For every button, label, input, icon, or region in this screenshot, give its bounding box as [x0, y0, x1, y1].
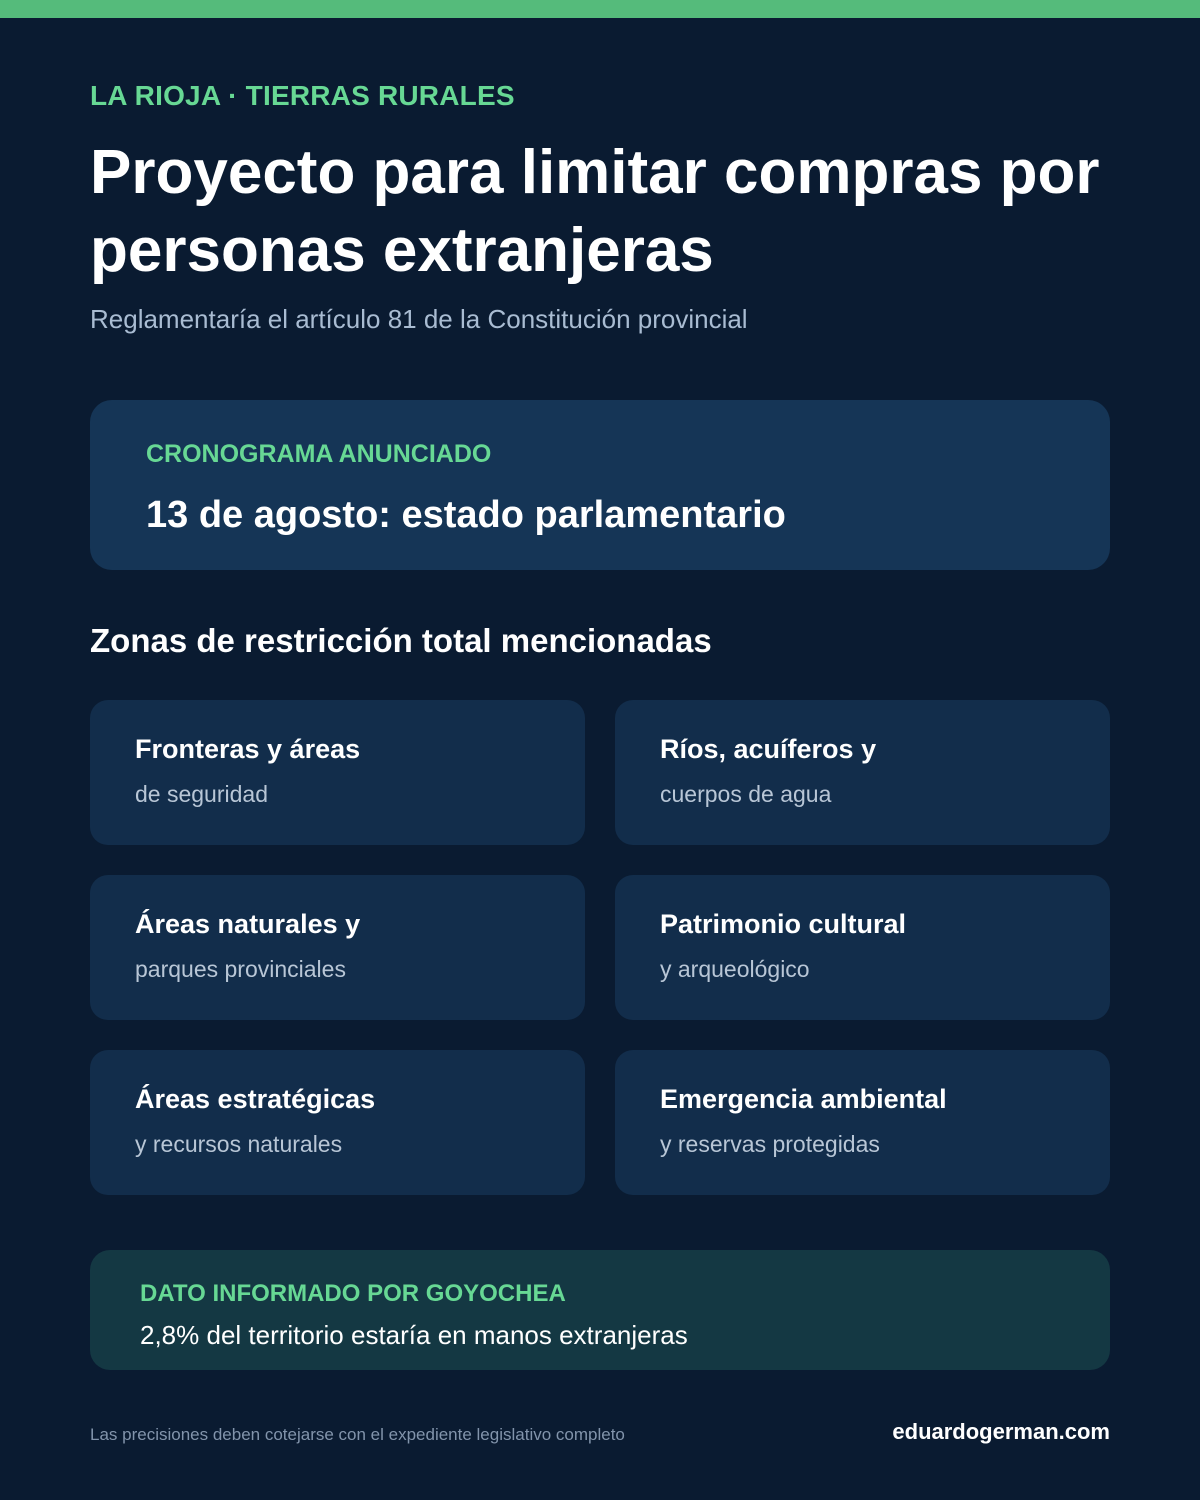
kicker: LA RIOJA · TIERRAS RURALES	[90, 80, 515, 111]
zone-card-rios	[615, 700, 1110, 845]
page-title: Proyecto para limitar compras por personas extranjeras	[90, 138, 1100, 285]
zone-card-patrimonio	[615, 875, 1110, 1020]
footer-brand: eduardogerman.com	[892, 1419, 1110, 1444]
zone-subtitle: y arqueológico	[660, 956, 810, 982]
zone-subtitle: y recursos naturales	[135, 1131, 343, 1157]
zone-card-areas-estrategicas	[90, 1050, 585, 1195]
zone-title: Emergencia ambiental	[660, 1084, 947, 1114]
zone-title: Patrimonio cultural	[660, 909, 907, 939]
zone-title: Fronteras y áreas	[135, 734, 361, 764]
zone-subtitle: cuerpos de agua	[660, 781, 832, 807]
fact-value: 2,8% del territorio estaría en manos extranjeras	[140, 1320, 688, 1350]
zone-title: Áreas naturales y	[135, 909, 361, 939]
zones-heading: Zonas de restricción total mencionadas	[90, 622, 712, 659]
fact-label: DATO INFORMADO POR GOYOCHEA	[140, 1280, 566, 1307]
zone-card-areas-naturales	[90, 875, 585, 1020]
page-subtitle: Reglamentaría el artículo 81 de la Constitución provincial	[90, 304, 748, 334]
timeline-card	[90, 400, 1110, 570]
zone-title: Áreas estratégicas	[135, 1084, 376, 1114]
timeline-value: 13 de agosto: estado parlamentario	[146, 494, 786, 536]
zone-card-fronteras	[90, 700, 585, 845]
zone-subtitle: parques provinciales	[135, 956, 346, 982]
accent-top-bar	[0, 0, 1200, 18]
timeline-label: CRONOGRAMA ANUNCIADO	[146, 440, 492, 468]
zone-title: Ríos, acuíferos y	[660, 734, 877, 764]
fact-card	[90, 1250, 1110, 1370]
zone-card-emergencia	[615, 1050, 1110, 1195]
zone-subtitle: y reservas protegidas	[660, 1131, 880, 1157]
footer-note: Las precisiones deben cotejarse con el expediente legislativo completo	[90, 1425, 625, 1444]
zone-subtitle: de seguridad	[135, 781, 268, 807]
